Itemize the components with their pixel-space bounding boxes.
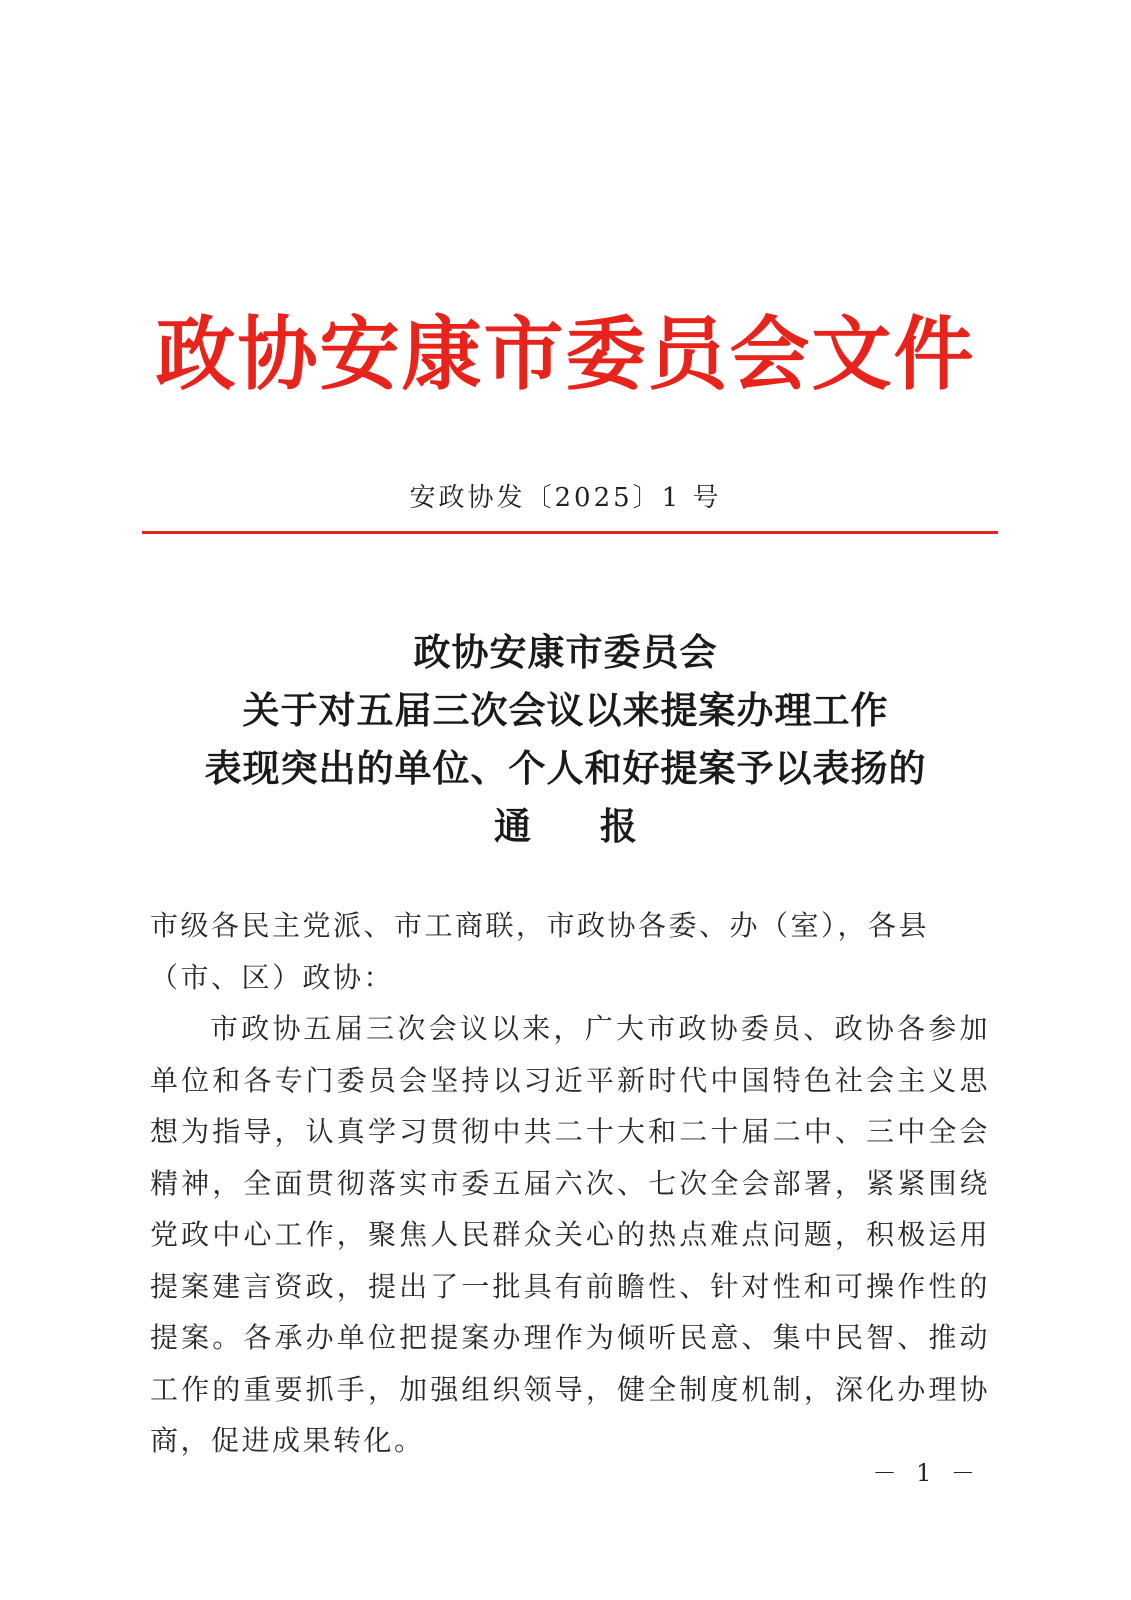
title-line-1: 政协安康市委员会 <box>413 630 718 674</box>
document-title <box>0 623 1131 855</box>
document-body <box>150 900 990 1467</box>
salutation: 市级各民主党派、市工商联，市政协各委、办（室），各县（市、区）政协： <box>150 909 930 994</box>
page-number: － 1 － <box>872 1459 981 1487</box>
document-masthead: 政协安康市委员会文件 <box>155 308 976 401</box>
body-paragraph: 市政协五届三次会议以来，广大市政协委员、政协各参加单位和各专门委员会坚持以习近平新时代中国特色社会主义思想为指导，认真学习贯彻中共二十大和二十届二中、三中全会精神，全面贯彻落实市委五届六次、七次全会部署，紧紧围绕党政中心工作，聚焦人民群众关心的热点难点问题，积极运用提案建言资政，提出了一批具有前瞻性、针对性和可操作性的提案。各承办单位把提案办理作为倾听民意、集中民智、推动工作的重要抓手，加强组织领导，健全制度机制，深化办理协商，促进成果转化。 <box>150 1012 990 1457</box>
title-line-3: 表现突出的单位、个人和好提案予以表扬的 <box>204 746 927 790</box>
document-number: 安政协发〔2025〕1 号 <box>409 483 722 513</box>
title-line-2: 关于对五届三次会议以来提案办理工作 <box>242 688 889 732</box>
title-line-4: 通 报 <box>494 804 665 848</box>
red-divider-line <box>142 531 998 534</box>
